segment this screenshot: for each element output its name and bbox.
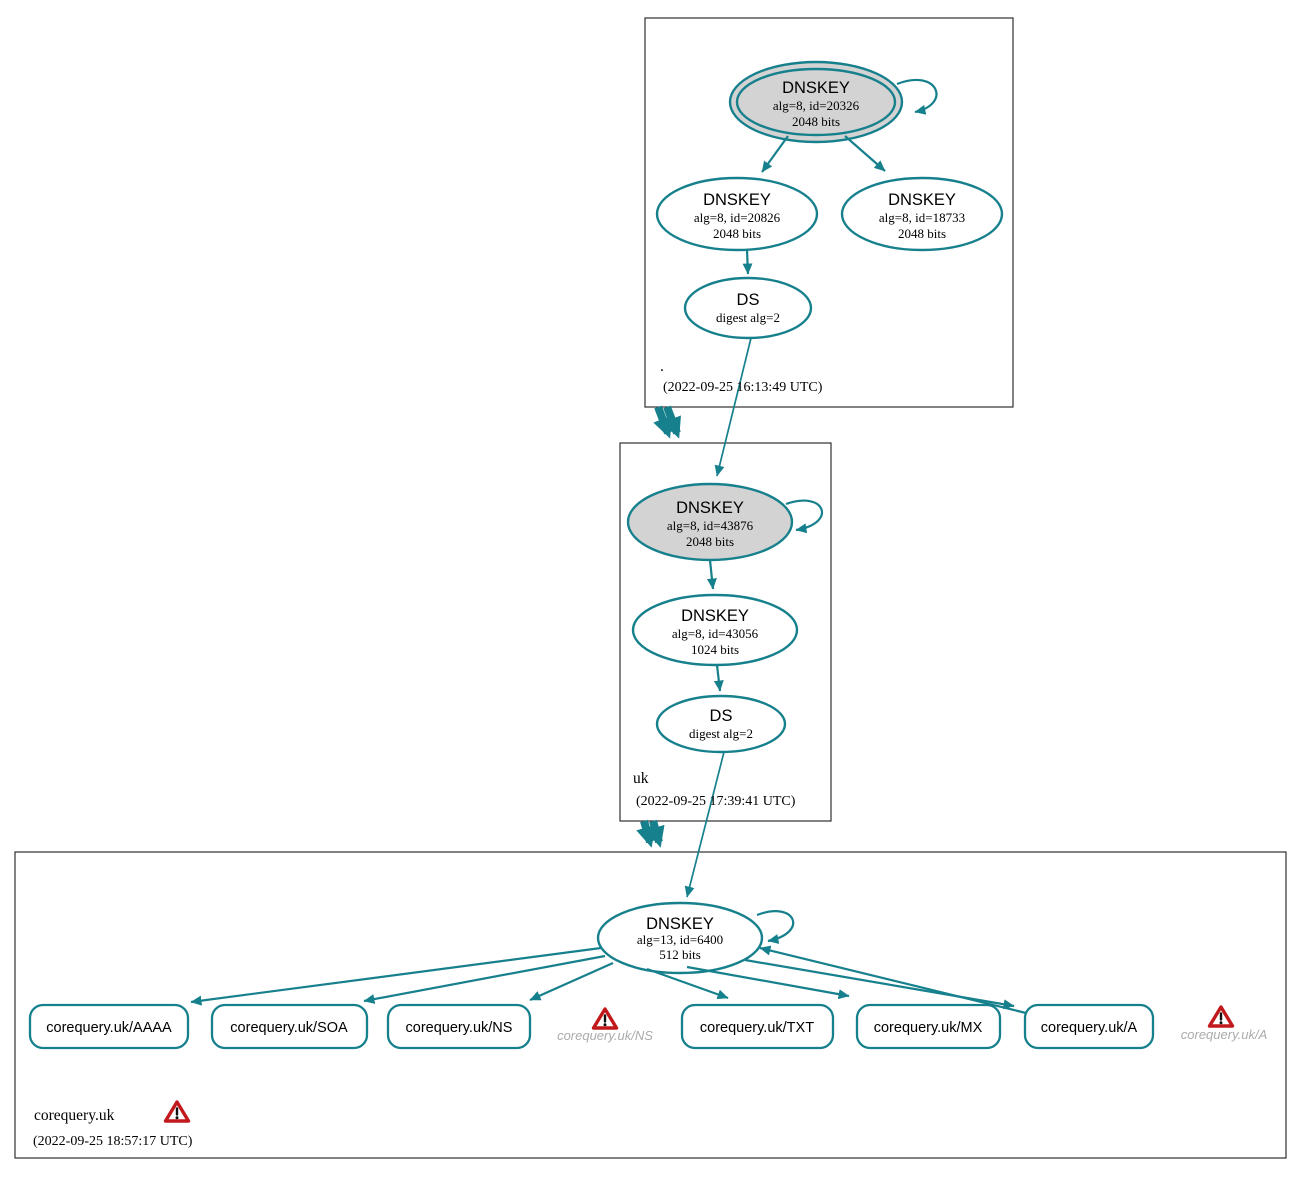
root-ds-detail1: digest alg=2 [715, 310, 781, 325]
edge-root-zsk-to-ds [747, 250, 748, 274]
uk-zsk-detail2: 1024 bits [690, 642, 740, 657]
corequery-dnskey-title: DNSKEY [646, 915, 714, 933]
root-zsk-left-title: DNSKEY [703, 191, 771, 209]
rrset-aaaa-label: corequery.uk/AAAA [46, 1020, 172, 1036]
corequery-dnskey-detail2: 512 bits [659, 947, 701, 962]
uk-ksk-title: DNSKEY [676, 499, 744, 517]
uk-ds-title: DS [709, 707, 733, 725]
root-ksk-detail1: alg=8, id=20326 [772, 98, 860, 113]
root-zsk-right-detail2: 2048 bits [897, 226, 947, 241]
zone-label-uk: uk [633, 770, 649, 787]
root-ds-title: DS [736, 291, 760, 309]
uk-ksk-detail1: alg=8, id=43876 [666, 518, 754, 533]
zone-timestamp-uk: (2022-09-25 17:39:41 UTC) [636, 794, 796, 809]
root-zsk-right-title: DNSKEY [888, 191, 956, 209]
rrset-ns-label: corequery.uk/NS [405, 1020, 513, 1036]
rrset-mx-label: corequery.uk/MX [873, 1020, 983, 1036]
root-zsk-left-detail1: alg=8, id=20826 [693, 210, 781, 225]
zone-timestamp-corequery: (2022-09-25 18:57:17 UTC) [33, 1134, 193, 1149]
root-ksk-title: DNSKEY [782, 79, 850, 97]
root-zsk-right-detail1: alg=8, id=18733 [878, 210, 966, 225]
delegation-arrow-uk-corequery-1 [644, 821, 650, 842]
delegation-arrow-uk-corequery-2 [653, 821, 659, 842]
root-ksk-detail2: 2048 bits [791, 114, 841, 129]
rrset-soa-label: corequery.uk/SOA [230, 1020, 348, 1036]
uk-ds-detail1: digest alg=2 [688, 726, 754, 741]
zone-label-root: . [660, 358, 664, 375]
uk-zsk-title: DNSKEY [681, 607, 749, 625]
uk-zsk-detail1: alg=8, id=43056 [671, 626, 759, 641]
rrset-txt-label: corequery.uk/TXT [699, 1020, 815, 1036]
zone-label-corequery: corequery.uk [34, 1107, 115, 1124]
missing-rrset-ns-label: corequery.uk/NS [557, 1028, 653, 1043]
rrset-a-label: corequery.uk/A [1040, 1020, 1138, 1036]
uk-ksk-detail2: 2048 bits [685, 534, 735, 549]
missing-rrset-a-label: corequery.uk/A [1180, 1027, 1268, 1042]
corequery-dnskey-detail1: alg=13, id=6400 [636, 932, 724, 947]
root-zsk-left-detail2: 2048 bits [712, 226, 762, 241]
zone-timestamp-root: (2022-09-25 16:13:49 UTC) [663, 380, 823, 395]
